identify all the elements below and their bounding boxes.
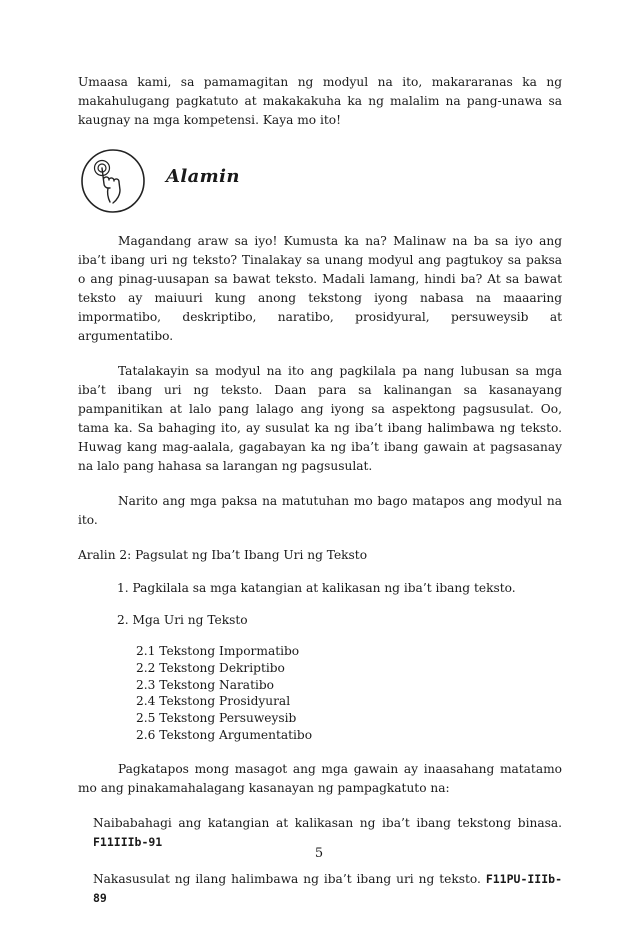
- section-header: [78, 146, 562, 218]
- paragraph-topics-intro: Narito ang mga paksa na matutuhan mo bago matapos ang modyul na ito.: [78, 494, 562, 527]
- pointing-hand-icon: [80, 148, 146, 214]
- intro-paragraph: Umaasa kami, sa pamamagitan ng modyul na ito, makararanas ka ng makahulugang pagkatuto at makakakuha ka ng malalim na pang-unawa sa kaugnay na mga kompetensi. Kaya mo ito!: [78, 75, 562, 127]
- list-item: 2.4 Tekstong Prosidyural: [136, 694, 291, 709]
- objective-text: Naibabahagi ang katangian at kalikasan ng iba’t ibang tekstong binasa.: [93, 815, 562, 830]
- list-item: 2.6 Tekstong Argumentatibo: [136, 727, 313, 742]
- list-item: 2.1 Tekstong Impormatibo: [136, 644, 300, 658]
- list-item: 2.5 Tekstong Persuweysib: [136, 711, 297, 726]
- list-item: 2. Mga Uri ng Teksto: [117, 613, 248, 627]
- document-page: [78, 73, 562, 926]
- section-title: Alamin: [166, 166, 240, 187]
- competency-code: F11IIIb-91: [93, 834, 163, 849]
- topic-list: [78, 579, 562, 630]
- list-item: 2.3 Tekstong Naratibo: [136, 677, 275, 692]
- text-types-list: [78, 643, 562, 744]
- competency-code: F11PU-IIIb-89: [93, 871, 562, 905]
- list-item: 2.2 Tekstong Dekriptibo: [136, 660, 285, 675]
- list-item: 1. Pagkilala sa mga katangian at kalikasan ng iba’t ibang teksto.: [117, 581, 516, 595]
- paragraph-competencies: Pagkatapos mong masagot ang mga gawain ay inaasahang matatamo mo ang pinakamahalagang kasanayan ng pampagkatuto na:: [78, 761, 562, 795]
- paragraph-greeting: Magandang araw sa iyo! Kumusta ka na? Malinaw na ba sa iyo ang iba’t ibang uri ng teksto? Tinalakay sa unang modyul ang pagtukoy sa paksa o ang pinag-uusapan sa bawat teksto. Madali lamang, hindi ba? At sa bawat teksto ay maiuuri kung anong tekstong iyong nabasa na maaaring impormatibo, deskriptibo, naratibo, prosidyural, persuweysib at argumentatibo.: [78, 234, 562, 343]
- page-number: 5: [314, 846, 324, 861]
- objective-text: Nakasusulat ng ilang halimbawa ng iba’t ibang uri ng teksto.: [93, 871, 486, 886]
- objective-item: [78, 870, 562, 908]
- lesson-title: Aralin 2: Pagsulat ng Iba’t Ibang Uri ng Teksto: [78, 548, 368, 562]
- paragraph-overview: Tatalakayin sa modyul na ito ang pagkilala pa nang lubusan sa mga iba’t ibang uri ng teksto. Daan para sa kalinangan sa kasanayang pampanitikan at lalo pang lalago ang iyong sa aspektong pagsusulat. Oo, tama ka. Sa bahaging ito, ay susulat ka ng iba’t ibang halimbawa ng teksto. Huwag kang mag-aalala, gagabayan ka ng iba’t ibang gawain at pagsasanay na lalo pang hahasa sa larangan ng pagsusulat.: [78, 364, 562, 473]
